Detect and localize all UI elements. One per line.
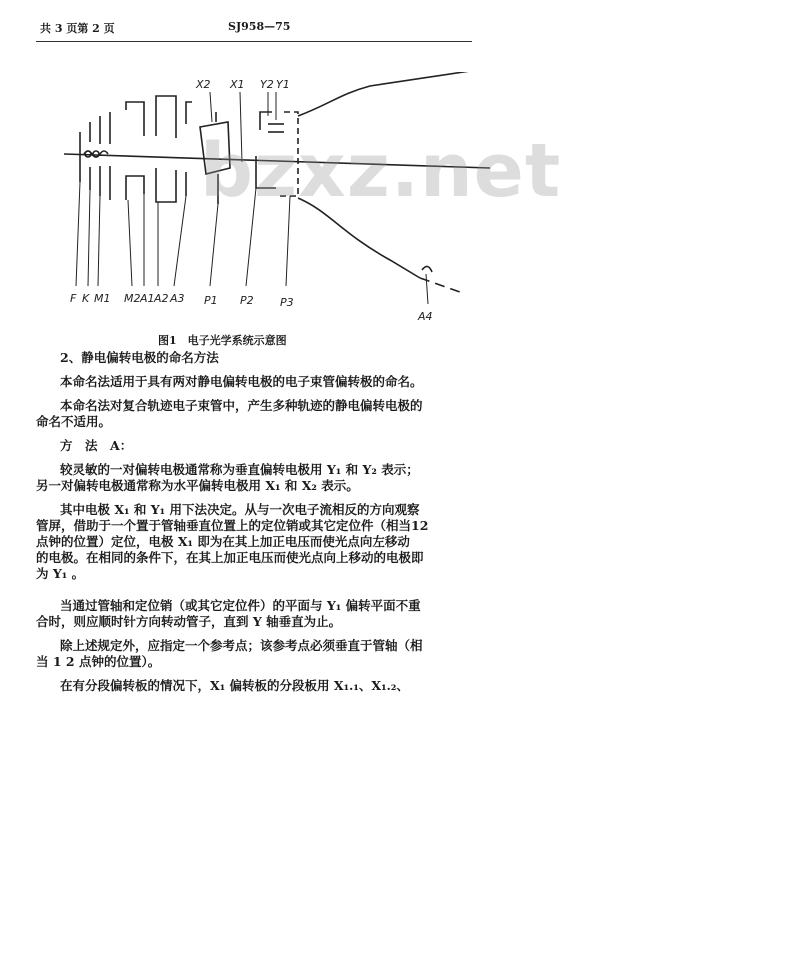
bottom-labels: [70, 292, 433, 323]
figure-caption: 图1 电子光学系统示意图: [158, 334, 287, 347]
watermark: bzxz.net: [200, 128, 562, 214]
label-a4: A4: [418, 310, 433, 323]
paragraph-line: 管屏，借助于一个置于管轴垂直位置上的定位销或其它定位件（相当12: [36, 518, 429, 533]
paragraph-line: 较灵敏的一对偏转电极通常称为垂直偏转电极用 Y₁ 和 Y₂ 表示；: [60, 462, 419, 477]
paragraph-line: 为 Y₁ 。: [36, 566, 85, 581]
label-p3: P3: [280, 296, 294, 309]
header-rule: [36, 41, 472, 42]
label-y1: Y1: [276, 78, 290, 91]
paragraph-line: 另一对偏转电极通常称为水平偏转电极用 X₁ 和 X₂ 表示。: [36, 478, 359, 493]
paragraph-line: 除上述规定外，应指定一个参考点；该参考点必须垂直于管轴（相: [60, 638, 423, 653]
label-k: K: [82, 292, 90, 305]
label-x2: X2: [196, 78, 211, 91]
label-f: F: [70, 292, 77, 305]
label-a2: A2: [154, 292, 169, 305]
paragraph-line: 本命名法适用于具有两对静电偏转电极的电子束管偏转极的命名。: [60, 374, 423, 389]
label-m2: M2: [124, 292, 141, 305]
paragraph-line: 点钟的位置）定位，电极 X₁ 即为在其上加正电压而使光点向左移动: [36, 534, 410, 549]
top-labels: [195, 78, 290, 91]
label-a3: A3: [170, 292, 185, 305]
label-p1: P1: [204, 294, 218, 307]
label-a1: A1: [140, 292, 155, 305]
paragraph-line: 合时，则应顺时针方向转动管子，直到 Y 轴垂直为止。: [36, 614, 342, 629]
paragraph-line: 当通过管轴和定位销（或其它定位件）的平面与 Y₁ 偏转平面不重: [60, 598, 421, 613]
paragraph-line: 其中电极 X₁ 和 Y₁ 用下法决定。从与一次电子流相反的方向观察: [60, 502, 420, 517]
paragraph-line: 的电极。在相同的条件下，在其上加正电压而使光点向上移动的电极即: [36, 550, 424, 565]
label-p2: P2: [240, 294, 254, 307]
paragraph-line: 命名不适用。: [36, 414, 112, 429]
standard-code: SJ958—75: [228, 20, 291, 33]
method-heading: 方 法 A：: [60, 438, 133, 453]
paragraph-line: 在有分段偏转板的情况下，X₁ 偏转板的分段板用 X₁.₁、X₁.₂、: [60, 678, 409, 693]
label-m1: M1: [94, 292, 111, 305]
paragraph-line: 本命名法对复合轨迹电子束管中，产生多种轨迹的静电偏转电极的: [60, 398, 423, 413]
label-y2: Y2: [260, 78, 274, 91]
label-x1: X1: [230, 78, 245, 91]
page-number: 共 3 页第 2 页: [40, 22, 115, 35]
section-heading: 2、静电偏转电极的命名方法: [60, 350, 219, 365]
paragraph-line: 当 1 2 点钟的位置）。: [36, 654, 161, 669]
